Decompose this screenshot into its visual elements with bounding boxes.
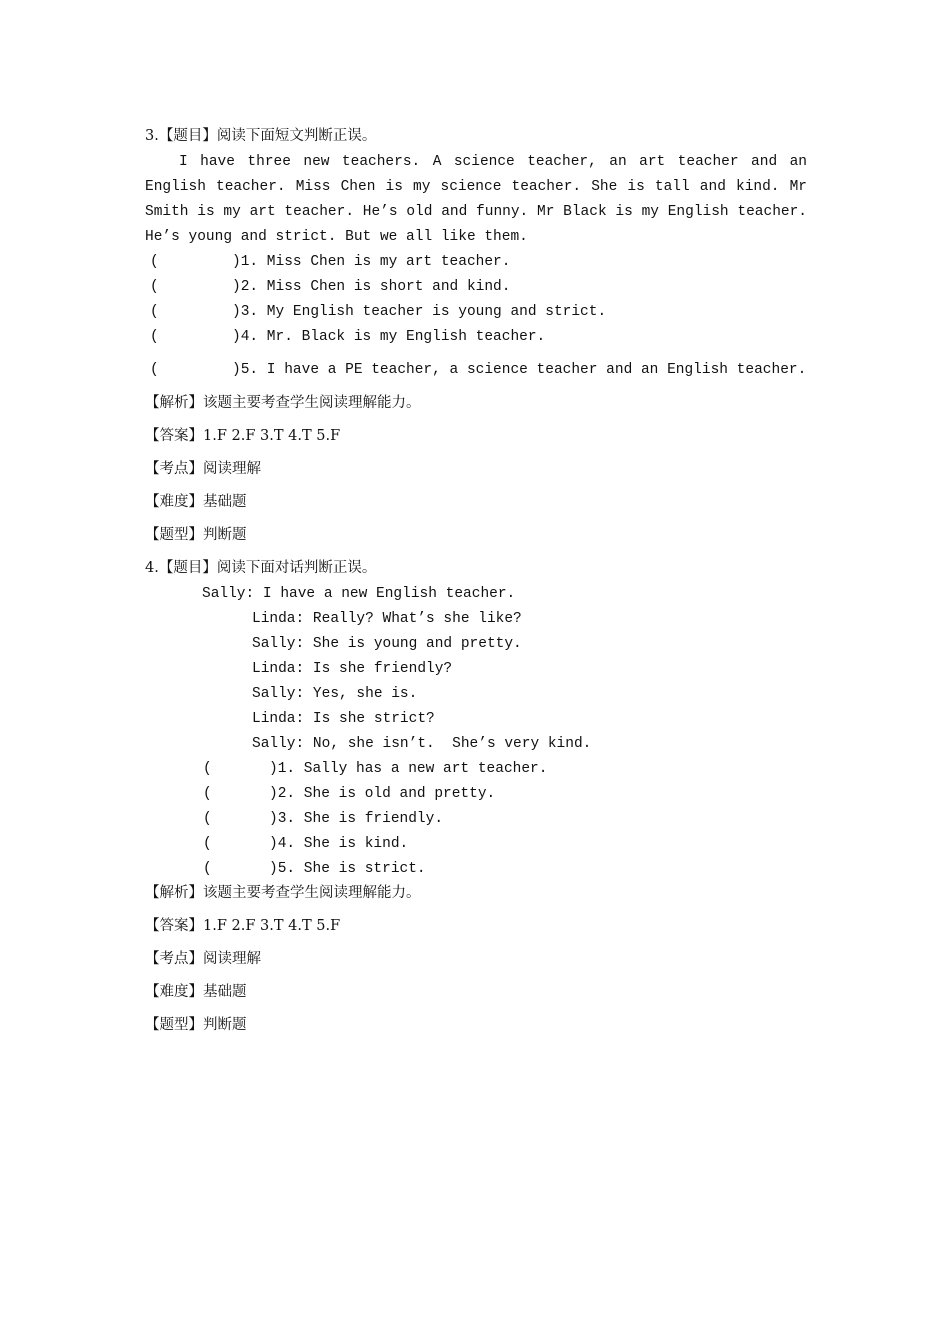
q4-dialog-line-2: Linda: Really? What’s she like? (252, 611, 522, 627)
q3-question-type: 【题型】判断题 (145, 527, 247, 543)
q4-item-5: ( )5. She is strict. (203, 861, 426, 877)
q4-answer: 【答案】1.F 2.F 3.T 4.T 5.F (145, 918, 341, 934)
q4-item-2: ( )2. She is old and pretty. (203, 786, 496, 802)
q4-item-1: ( )1. Sally has a new art teacher. (203, 761, 548, 777)
q3-item-3: ( )3. My English teacher is young and strict. (150, 304, 607, 320)
q3-item-1: ( )1. Miss Chen is my art teacher. (150, 254, 511, 270)
q3-knowledge-point: 【考点】阅读理解 (145, 461, 261, 477)
q4-dialog-line-3: Sally: She is young and pretty. (252, 636, 522, 652)
q3-item-5: ( )5. I have a PE teacher, a science teacher and an English teacher. (150, 362, 807, 378)
q3-passage: I have three new teachers. A science teacher, an art teacher and an English teacher. Miss Chen is my science teacher. She is tall and kind. Mr Smith is my art teacher. He’s old and funny. Mr Black is my English teacher. He’s young and strict. But we all like them. (145, 154, 807, 245)
q4-item-3: ( )3. She is friendly. (203, 811, 444, 827)
q4-knowledge-point: 【考点】阅读理解 (145, 951, 261, 967)
q4-dialog-line-7: Sally: No, she isn’t. She’s very kind. (252, 736, 592, 752)
q4-dialog-line-4: Linda: Is she friendly? (252, 661, 453, 677)
q3-answer: 【答案】1.F 2.F 3.T 4.T 5.F (145, 428, 341, 444)
q4-analysis: 【解析】该题主要考查学生阅读理解能力。 (145, 885, 421, 901)
q3-heading: 3.【题目】阅读下面短文判断正误。 (145, 128, 377, 144)
q3-item-4: ( )4. Mr. Black is my English teacher. (150, 329, 546, 345)
q3-difficulty: 【难度】基础题 (145, 494, 247, 510)
q4-difficulty: 【难度】基础题 (145, 984, 247, 1000)
q4-heading: 4.【题目】阅读下面对话判断正误。 (145, 560, 377, 576)
q4-dialog-line-5: Sally: Yes, she is. (252, 686, 418, 702)
q4-dialog-line-1: Sally: I have a new English teacher. (202, 586, 516, 602)
q3-item-2: ( )2. Miss Chen is short and kind. (150, 279, 511, 295)
q4-dialog-line-6: Linda: Is she strict? (252, 711, 435, 727)
q4-question-type: 【题型】判断题 (145, 1017, 247, 1033)
q3-analysis: 【解析】该题主要考查学生阅读理解能力。 (145, 395, 421, 411)
q4-item-4: ( )4. She is kind. (203, 836, 409, 852)
